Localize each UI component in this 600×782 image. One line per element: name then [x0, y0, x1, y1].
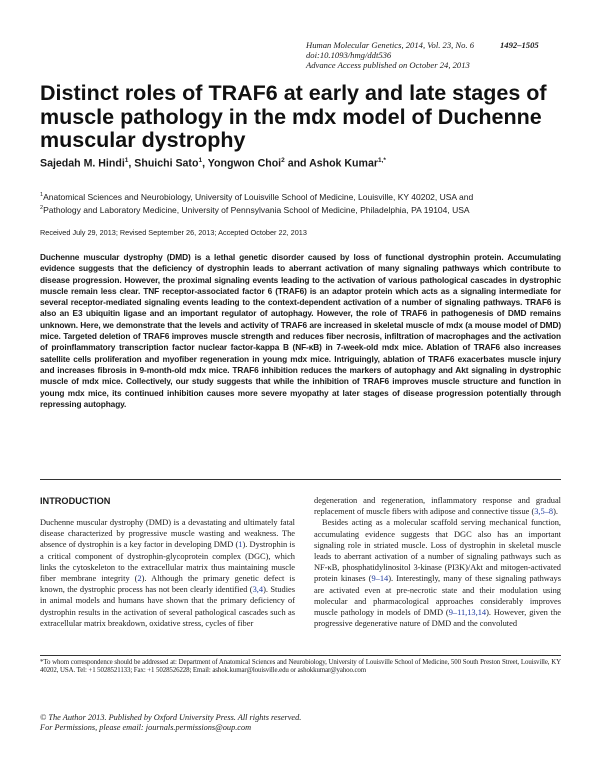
- correspondence-footnote: *To whom correspondence should be addressed at: Department of Anatomical Sciences and Neurobiology, University of Louisville School of Medicine, 500 South Preston Street, Louisville, KY 40202, USA. Tel: +1 5028521133; Fax: +1 5028526228; Email: ashok.kumar@louisville.edu or ashokkumar@yahoo.com: [40, 659, 561, 675]
- intro-text: ).: [553, 507, 558, 517]
- received-dates: Received July 29, 2013; Revised September 26, 2013; Accepted October 22, 2013: [40, 228, 307, 237]
- intro-left-column: [40, 517, 295, 629]
- author-affil-sup: 2: [281, 157, 285, 164]
- intro-text: ). Although the primary genetic defect is known, the dystrophic process has not been clearly identified (: [40, 574, 295, 595]
- citation-link[interactable]: 9–11,13,14: [448, 608, 487, 618]
- citation-link[interactable]: 2: [137, 574, 142, 584]
- intro-text: ). Studies in animal models and humans have shown that the primary deficiency of dystrophin results in the activation of several pathological cascades such as extracellular matrix breakdown, oxidative stress, cycles of fiber: [40, 585, 296, 628]
- affiliation-1: [40, 190, 570, 202]
- citation-link[interactable]: 3,5–8: [534, 507, 554, 517]
- intro-text: ). Dystrophin is a critical component of dystrophin-glycoprotein complex (DGC), which links the cytoskeleton to the extracellular matrix thus maintaining muscle fiber membrane integrity (: [40, 540, 296, 584]
- doi[interactable]: doi:10.1093/hmg/ddt536: [306, 50, 392, 60]
- article-title: Distinct roles of TRAF6 at early and late stages of muscle pathology in the mdx model of Duchenne muscular dystrophy: [40, 81, 547, 152]
- affiliation-text: Anatomical Sciences and Neurobiology, University of Louisville School of Medicine, Louisville, KY 40202, USA and: [43, 191, 474, 202]
- affiliation-text: Pathology and Laboratory Medicine, University of Pennsylvania School of Medicine, Philadelphia, PA 19104, USA: [43, 204, 470, 215]
- intro-text: Duchenne muscular dystrophy (DMD) is a devastating and ultimately fatal disease characterized by progressive muscle wasting and weakness. The absence of dystrophin is a key factor in developing DMD (: [40, 518, 295, 550]
- affiliation-sup: 1: [40, 192, 44, 198]
- copyright-line: © The Author 2013. Published by Oxford University Press. All rights reserved.: [40, 713, 302, 722]
- author-affil-sup: 1,*: [377, 157, 386, 164]
- intro-text: degeneration and regeneration, inflammatory response and gradual replacement of muscle fibers with adipose and connective tissue (: [314, 496, 561, 517]
- author-choi: , Yongwon Choi: [202, 157, 282, 170]
- citation-link[interactable]: 9–14: [371, 574, 389, 584]
- intro-text: ). Interestingly, many of these signaling pathways are activated even at pre-necrotic state and their modulation using molecular and pharmacological approaches considerably improves muscle pathology in models of DMD (: [314, 574, 561, 618]
- author-affil-sup: 1: [124, 157, 129, 164]
- author-hindi: Sajedah M. Hindi: [40, 157, 125, 170]
- abstract-divider: [40, 479, 561, 480]
- copyright-notice: [40, 713, 440, 734]
- author-sato: , Shuichi Sato: [128, 157, 199, 170]
- intro-text: ). However, given the progressive degenerative nature of DMD and the convoluted: [314, 608, 561, 629]
- affiliation-sup: 2: [40, 205, 44, 211]
- citation-link[interactable]: 1: [238, 540, 243, 550]
- journal-header: [306, 40, 566, 70]
- intro-text: Besides acting as a molecular scaffold serving mechanical function, accumulating evidence suggests that DGC also has an important signaling role in striated muscle. Loss of dystrophin in skeletal muscle leads to aberrant activation of a number of signaling pathways such as NF-κB, phosphatidylinositol 3-kinase (PI3K)/Akt and mitogen-activated protein kinases (: [314, 518, 561, 584]
- abstract: Duchenne muscular dystrophy (DMD) is a lethal genetic disorder caused by loss of functional dystrophin protein. Accumulating evidence suggests that the deficiency of dystrophin leads to aberrant activation of many signaling pathways which contribute to disease progression. However, the proximal signaling events leading to the activation of various pathological cascades in dystrophic muscle remain less clear. TNF receptor-associated factor 6 (TRAF6) is an adaptor protein which acts as a signaling intermediate for several receptor-mediated signaling events leading to the context-dependent activation of a number of signaling pathways. TRAF6 is also an E3 ubiquitin ligase and an important regulator of autophagy. However, the role of TRAF6 in pathogenesis of DMD remains unknown. Here, we demonstrate that the levels and activity of TRAF6 are increased in skeletal muscle of mdx (a mouse model of DMD) mice. Targeted deletion of TRAF6 improves muscle strength and reduces fiber necrosis, infiltration of macrophages and the activation of proinflammatory transcription factor nuclear factor-kappa B (NF-κB) in 7-week-old mdx mice. Ablation of TRAF6 also increases satellite cells proliferation and myofiber regeneration in young mdx mice. Intriguingly, ablation of TRAF6 exacerbates muscle injury and increases fibrosis in 9-month-old mdx mice. TRAF6 inhibition reduces the markers of autophagy and Akt signaling in dystrophic muscle of mdx mice. Collectively, our study suggests that while the inhibition of TRAF6 improves muscle structure and function in young mdx mice, its continued inhibition causes more severe myopathy at later stages of disease progression potentially through repressing autophagy.: [40, 252, 561, 409]
- author-affil-sup: 1: [198, 157, 203, 164]
- author-kumar: and Ashok Kumar: [284, 157, 378, 170]
- intro-right-column: [314, 495, 561, 629]
- page-range: 1492–1505: [500, 40, 539, 50]
- author-list: [40, 157, 560, 170]
- affiliation-2: [40, 203, 570, 215]
- permissions-line: For Permissions, please email: journals.permissions@oup.com: [40, 723, 252, 733]
- footnote-divider: [40, 655, 561, 656]
- section-heading-introduction: INTRODUCTION: [40, 496, 111, 506]
- journal-citation: Human Molecular Genetics, 2014, Vol. 23, No. 6: [306, 40, 475, 50]
- advance-access-note: Advance Access published on October 24, 2013: [306, 60, 470, 70]
- citation-link[interactable]: 3,4: [252, 585, 264, 595]
